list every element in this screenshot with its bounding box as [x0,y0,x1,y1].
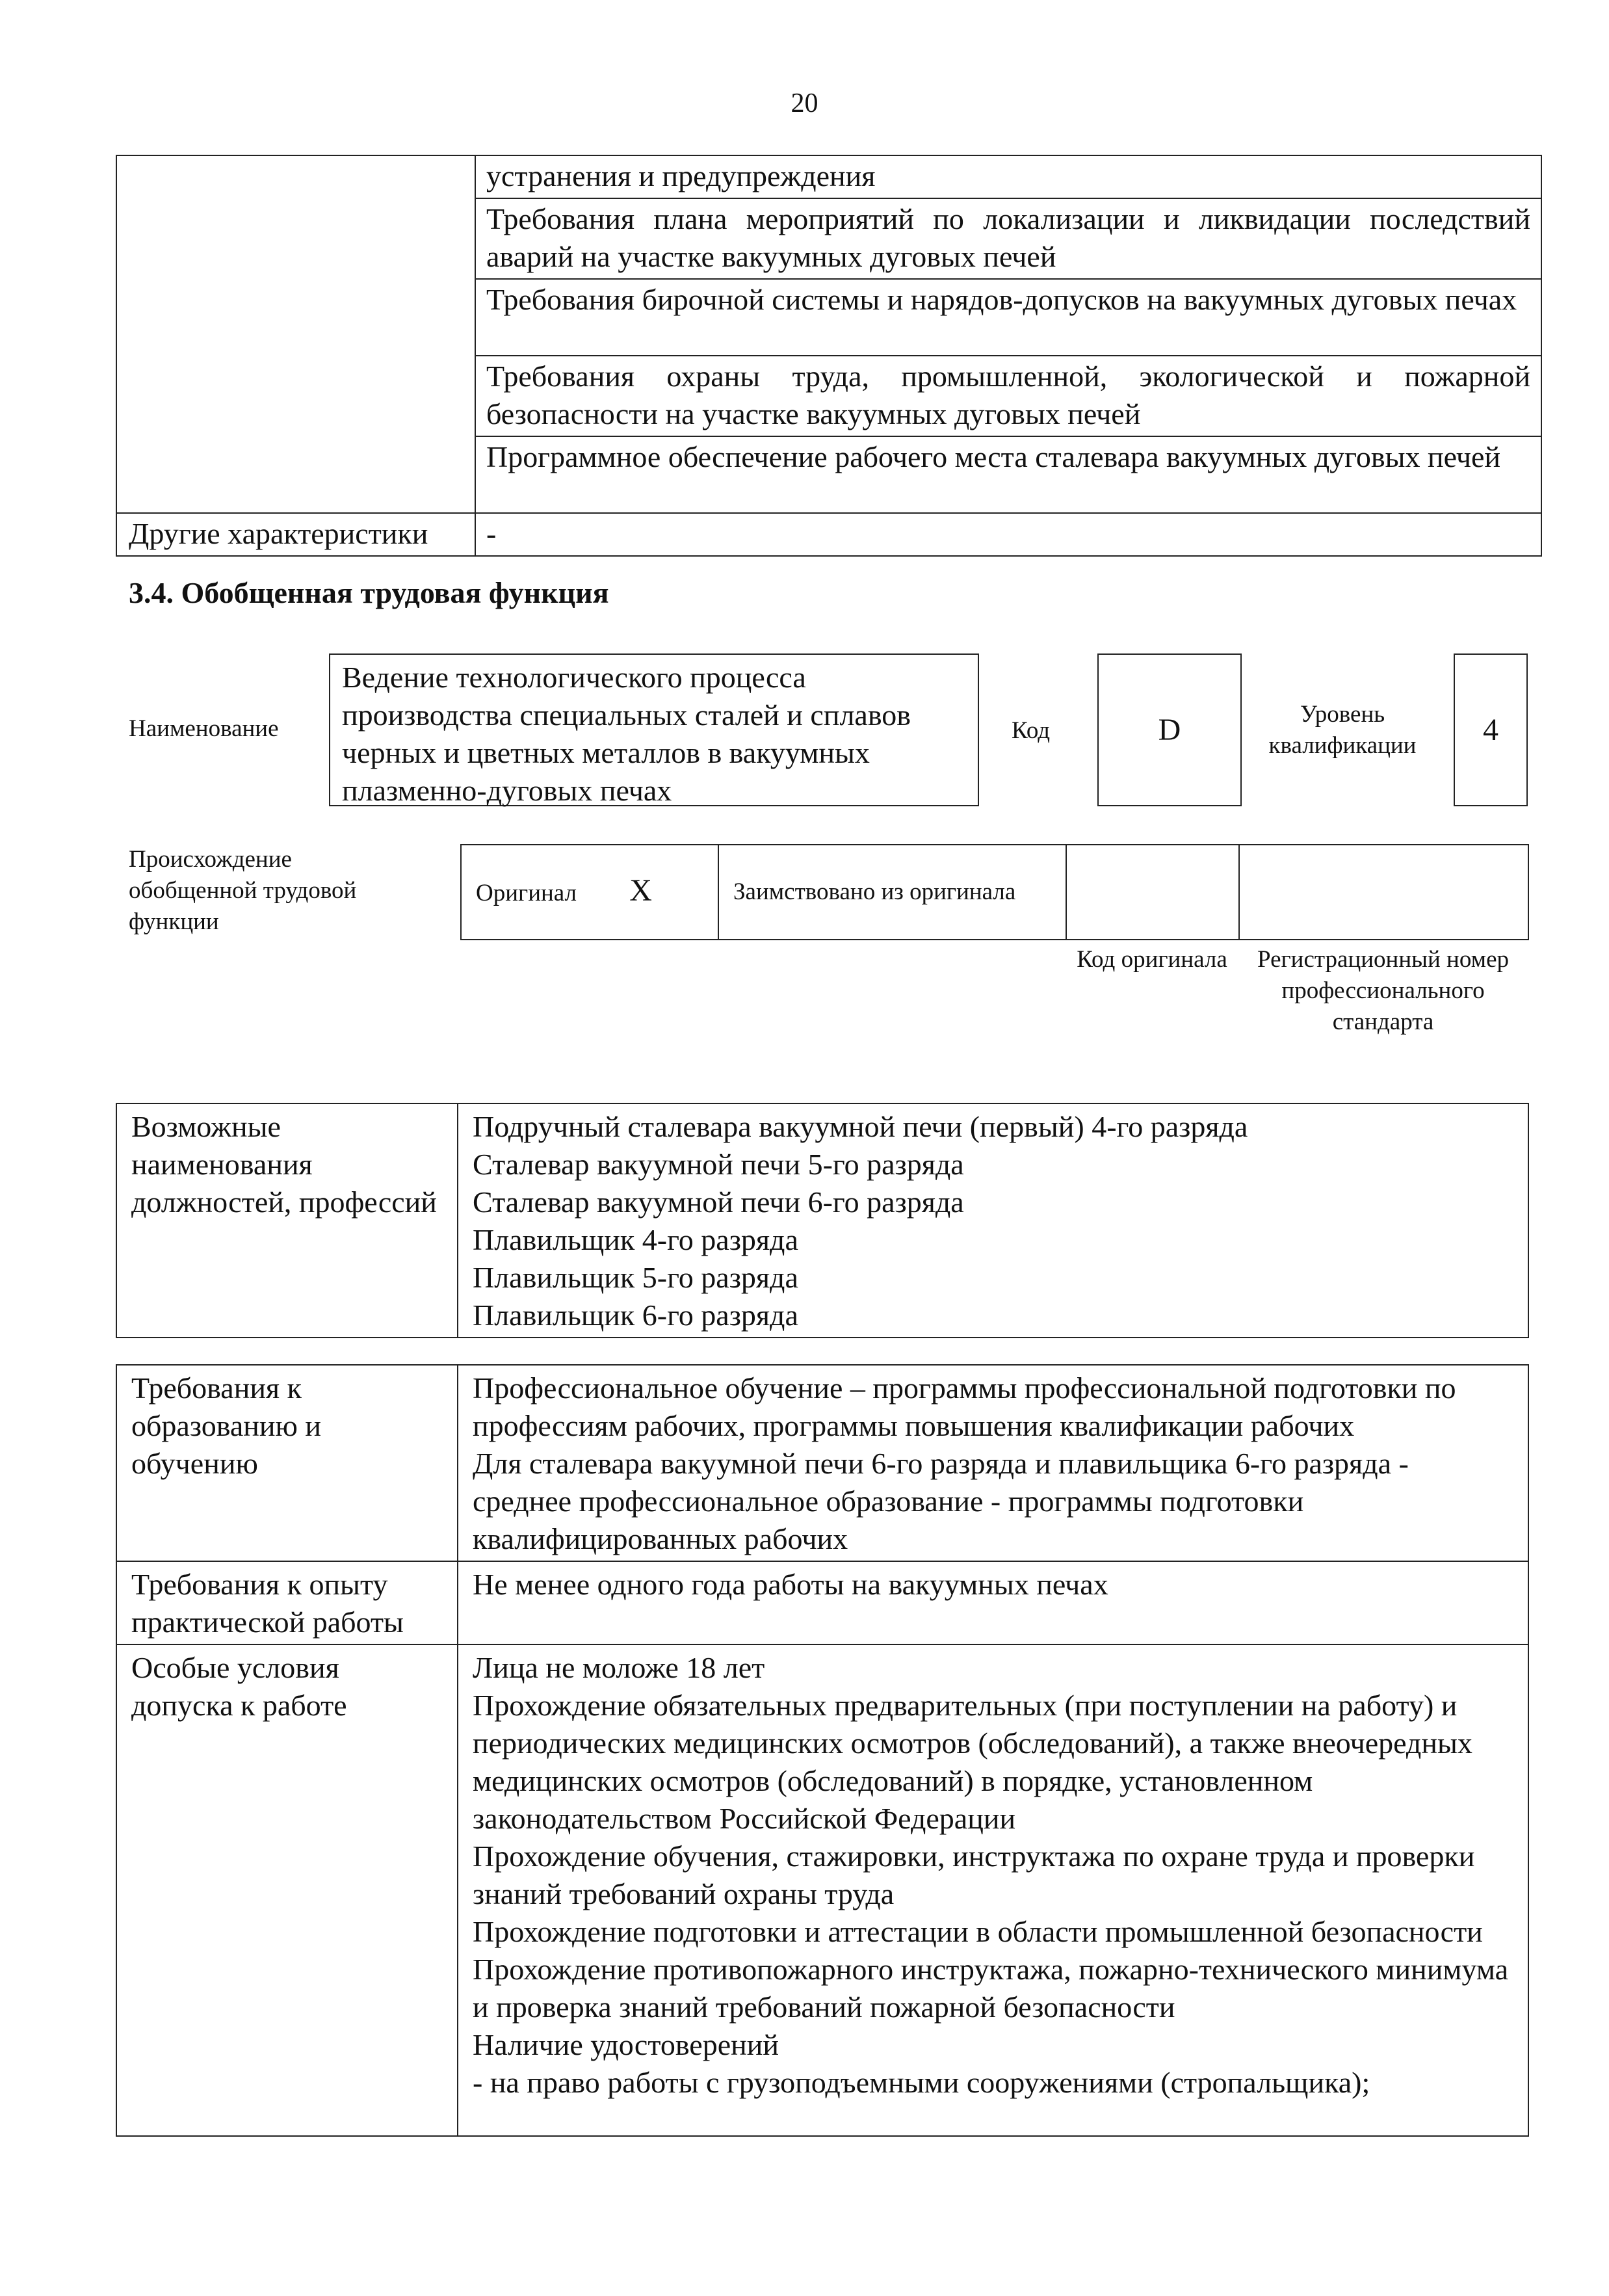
name-value: Ведение технологического процесса производства специальных сталей и сплавов черных и цветных металлов в вакуумных плазменно-дуговых печах [329,653,979,806]
experience-value: Не менее одного года работы на вакуумных печах [458,1561,1528,1644]
origin-label: Происхождение обобщенной трудовой функции [129,846,357,935]
knowledge-row-4: Требования охраны труда, промышленной, экологической и пожарной безопасности на участке вакуумных дуговых печей [475,356,1541,436]
position-item: Сталевар вакуумной печи 5-го разряда [473,1148,964,1181]
other-characteristics-value: - [475,513,1541,556]
original-cell [461,845,718,940]
education-cell [458,1365,1528,1561]
name-label: Наименование [129,715,279,742]
condition-line: Прохождение подготовки и аттестации в области промышленной безопасности [473,1915,1483,1948]
position-item: Плавильщик 6-го разряда [473,1299,798,1332]
original-code-cell [1066,845,1239,940]
experience-label: Требования к опыту практической работы [116,1561,458,1644]
section-heading: 3.4. Обобщенная трудовая функция [129,576,609,609]
positions-list-cell [458,1103,1528,1338]
positions-label: Возможные наименования должностей, профессий [116,1103,458,1338]
level-label: Уровень квалификации [1268,701,1417,759]
code-value: D [1097,653,1242,806]
other-characteristics-label: Другие характеристики [116,513,475,556]
original-mark: X [629,873,652,908]
code-caption: Код оригинала [1077,946,1227,973]
condition-line: Прохождение противопожарного инструктажа, пожарно-технического минимума и проверка знаний требований пожарной безопасности [473,1953,1509,2024]
position-item: Подручный сталевара вакуумной печи (первый) 4-го разряда [473,1110,1248,1143]
positions-table [116,1103,1529,1338]
knowledge-row-2: Требования плана мероприятий по локализации и ликвидации последствий аварий на участке вакуумных дуговых печей [475,198,1541,279]
conditions-cell [458,1644,1528,2136]
knowledge-row-1: устранения и предупреждения [475,155,1541,198]
conditions-label: Особые условия допуска к работе [116,1644,458,2136]
position-item: Плавильщик 4-го разряда [473,1223,798,1256]
education-line: Профессиональное обучение – программы профессиональной подготовки по профессиям рабочих, программы повышения квалификации рабочих [473,1371,1456,1442]
position-item: Плавильщик 5-го разряда [473,1261,798,1294]
knowledge-row-5: Программное обеспечение рабочего места сталевара вакуумных дуговых печей [475,436,1541,513]
condition-line: Лица не моложе 18 лет [473,1651,765,1684]
condition-line: Прохождение обучения, стажировки, инструктажа по охране труда и проверки знаний требований охраны труда [473,1840,1475,1910]
level-value: 4 [1454,653,1528,806]
original-label: Оригинал [476,880,577,906]
requirements-table [116,1364,1529,2137]
code-label: Код [1012,717,1051,744]
continuation-left-cell [116,155,475,513]
registration-caption: Регистрационный номер профессионального стандарта [1257,946,1509,1035]
borrowed-label: Заимствовано из оригинала [718,845,1066,940]
knowledge-row-3: Требования бирочной системы и нарядов-допусков на вакуумных дуговых печах [475,279,1541,356]
page-number: 20 [791,88,818,118]
origin-table [460,844,1529,940]
condition-line: Прохождение обязательных предварительных (при поступлении на работу) и периодических медицинских осмотров (обследований), а также внеочередных медицинских осмотров (обследований) в порядке, установленном законодательством Российской Федерации [473,1689,1472,1835]
condition-line: Наличие удостоверений [473,2028,779,2061]
education-line: Для сталевара вакуумной печи 6-го разряда и плавильщика 6-го разряда - среднее профессиональное образование - программы подготовки квалифицированных рабочих [473,1447,1409,1555]
condition-line: - на право работы с грузоподъемными сооружениями (стропальщика); [473,2066,1370,2099]
education-label: Требования к образованию и обучению [116,1365,458,1561]
position-item: Сталевар вакуумной печи 6-го разряда [473,1185,964,1219]
continuation-table [116,155,1542,557]
registration-number-cell [1239,845,1528,940]
